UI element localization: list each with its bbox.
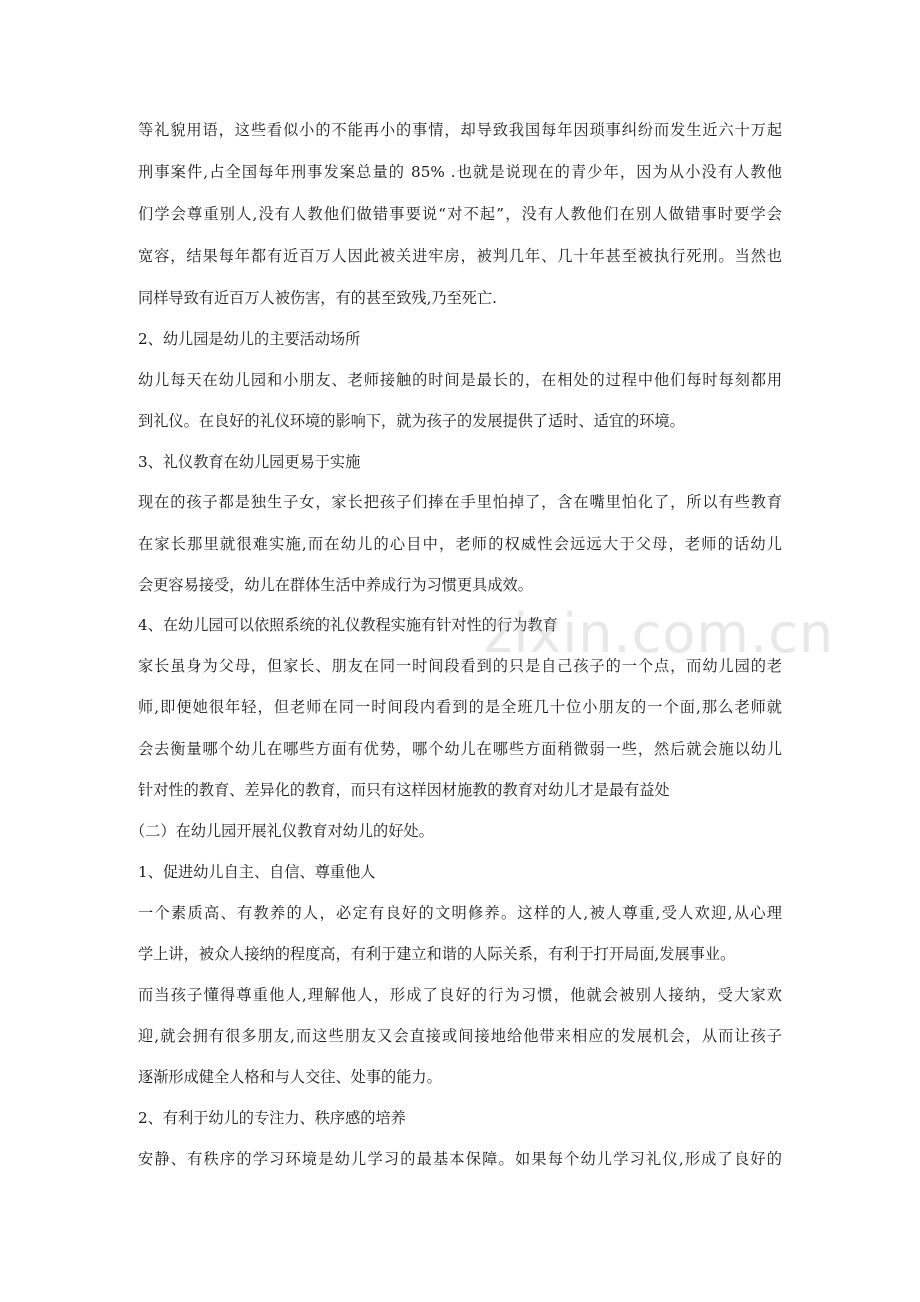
body-text-line: 学上讲，被众人接纳的程度高，有利于建立和谐的人际关系，有利于打开局面,发展事业。 bbox=[138, 945, 736, 963]
body-text-line: 师,即便她很年轻，但老师在同一时间段内看到的是全班几十位小朋友的一个面,那么老师就 bbox=[138, 698, 782, 716]
section-heading: 1、促进幼儿自主、自信、尊重他人 bbox=[138, 863, 376, 881]
section-heading: 2、幼儿园是幼儿的主要活动场所 bbox=[138, 330, 361, 348]
section-heading: 3、礼仪教育在幼儿园更易于实施 bbox=[138, 453, 361, 471]
body-text-line: 迎,就会拥有很多朋友,而这些朋友又会直接或间接地给他带来相应的发展机会，从而让孩子 bbox=[138, 1027, 782, 1045]
body-text-line: 会更容易接受，幼儿在群体生活中养成行为习惯更具成效。 bbox=[138, 576, 533, 594]
watermark: zixin.com.cn bbox=[484, 602, 835, 665]
body-text-line: 逐渐形成健全人格和与人交往、处事的能力。 bbox=[138, 1068, 442, 1086]
body-text-line: 们学会尊重别人,没有人教他们做错事要说“对不起”，没有人教他们在别人做错事时要学会 bbox=[138, 205, 782, 223]
subsection-heading: （二）在幼儿园开展礼仪教育对幼儿的好处。 bbox=[130, 822, 434, 840]
body-text-line: 家长虽身为父母，但家长、朋友在同一时间段看到的只是自己孩子的一个点，而幼儿园的老 bbox=[138, 657, 782, 675]
section-heading: 4、在幼儿园可以依照系统的礼仪教程实施有针对性的行为教育 bbox=[138, 616, 558, 634]
body-text-line: 会去衡量哪个幼儿在哪些方面有优势，哪个幼儿在哪些方面稍微弱一些，然后就会施以幼儿 bbox=[138, 740, 782, 758]
body-text-line: 针对性的教育、差异化的教育，而只有这样因材施教的教育对幼儿才是最有益处 bbox=[138, 781, 670, 799]
body-text-line: 幼儿每天在幼儿园和小朋友、老师接触的时间是最长的，在相处的过程中他们每时每刻都用 bbox=[138, 371, 782, 389]
body-text-line: 等礼貌用语，这些看似小的不能再小的事情，却导致我国每年因琐事纠纷而发生近六十万起 bbox=[138, 121, 782, 139]
body-text-line: 宽容，结果每年都有近百万人因此被关进牢房，被判几年、几十年甚至被执行死刑。当然也 bbox=[138, 247, 782, 265]
body-text-line: 一个素质高、有教养的人，必定有良好的文明修养。这样的人,被人尊重,受人欢迎,从心理 bbox=[138, 904, 782, 922]
body-text-line: 安静、有秩序的学习环境是幼儿学习的最基本保障。如果每个幼儿学习礼仪,形成了良好的 bbox=[138, 1150, 782, 1168]
section-heading: 2、有利于幼儿的专注力、秩序感的培养 bbox=[138, 1109, 406, 1127]
body-text-line: 同样导致有近百万人被伤害，有的甚至致残,乃至死亡. bbox=[138, 289, 497, 307]
body-text-line: 在家长那里就很难实施,而在幼儿的心目中，老师的权威性会远远大于父母，老师的话幼儿 bbox=[138, 535, 782, 553]
body-text-line: 到礼仪。在良好的礼仪环境的影响下，就为孩子的发展提供了适时、适宜的环境。 bbox=[138, 412, 685, 430]
body-text-line: 而当孩子懂得尊重他人,理解他人，形成了良好的行为习惯，他就会被别人接纳，受大家欢 bbox=[138, 986, 782, 1004]
body-text-line: 现在的孩子都是独生子女，家长把孩子们捧在手里怕掉了，含在嘴里怕化了，所以有些教育 bbox=[138, 493, 782, 511]
body-text-line: 刑事案件,占全国每年刑事发案总量的 85% .也就是说现在的青少年，因为从小没有人教他 bbox=[138, 163, 782, 181]
